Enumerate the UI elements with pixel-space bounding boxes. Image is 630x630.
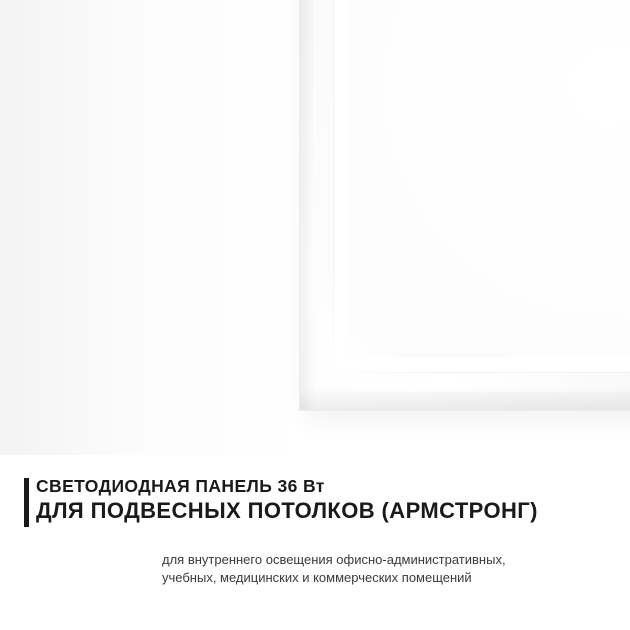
product-subtitle	[162, 551, 582, 587]
panel-corner-highlight	[318, 268, 438, 388]
product-title-line-2: ДЛЯ ПОДВЕСНЫХ ПОТОЛКОВ (АРМСТРОНГ)	[36, 498, 538, 523]
product-title-line-1: СВЕТОДИОДНАЯ ПАНЕЛЬ 36 Вт	[36, 476, 325, 496]
accent-bar	[24, 478, 29, 527]
led-panel-product	[300, 0, 630, 410]
product-subtitle-line-2: учебных, медицинских и коммерческих помещений	[162, 570, 472, 585]
product-subtitle-line-1: для внутреннего освещения офисно-административных,	[162, 552, 506, 567]
panel-left-shadow	[300, 0, 316, 410]
caption-block	[0, 455, 630, 630]
title-group	[24, 475, 538, 525]
panel-bottom-shadow	[300, 388, 630, 410]
